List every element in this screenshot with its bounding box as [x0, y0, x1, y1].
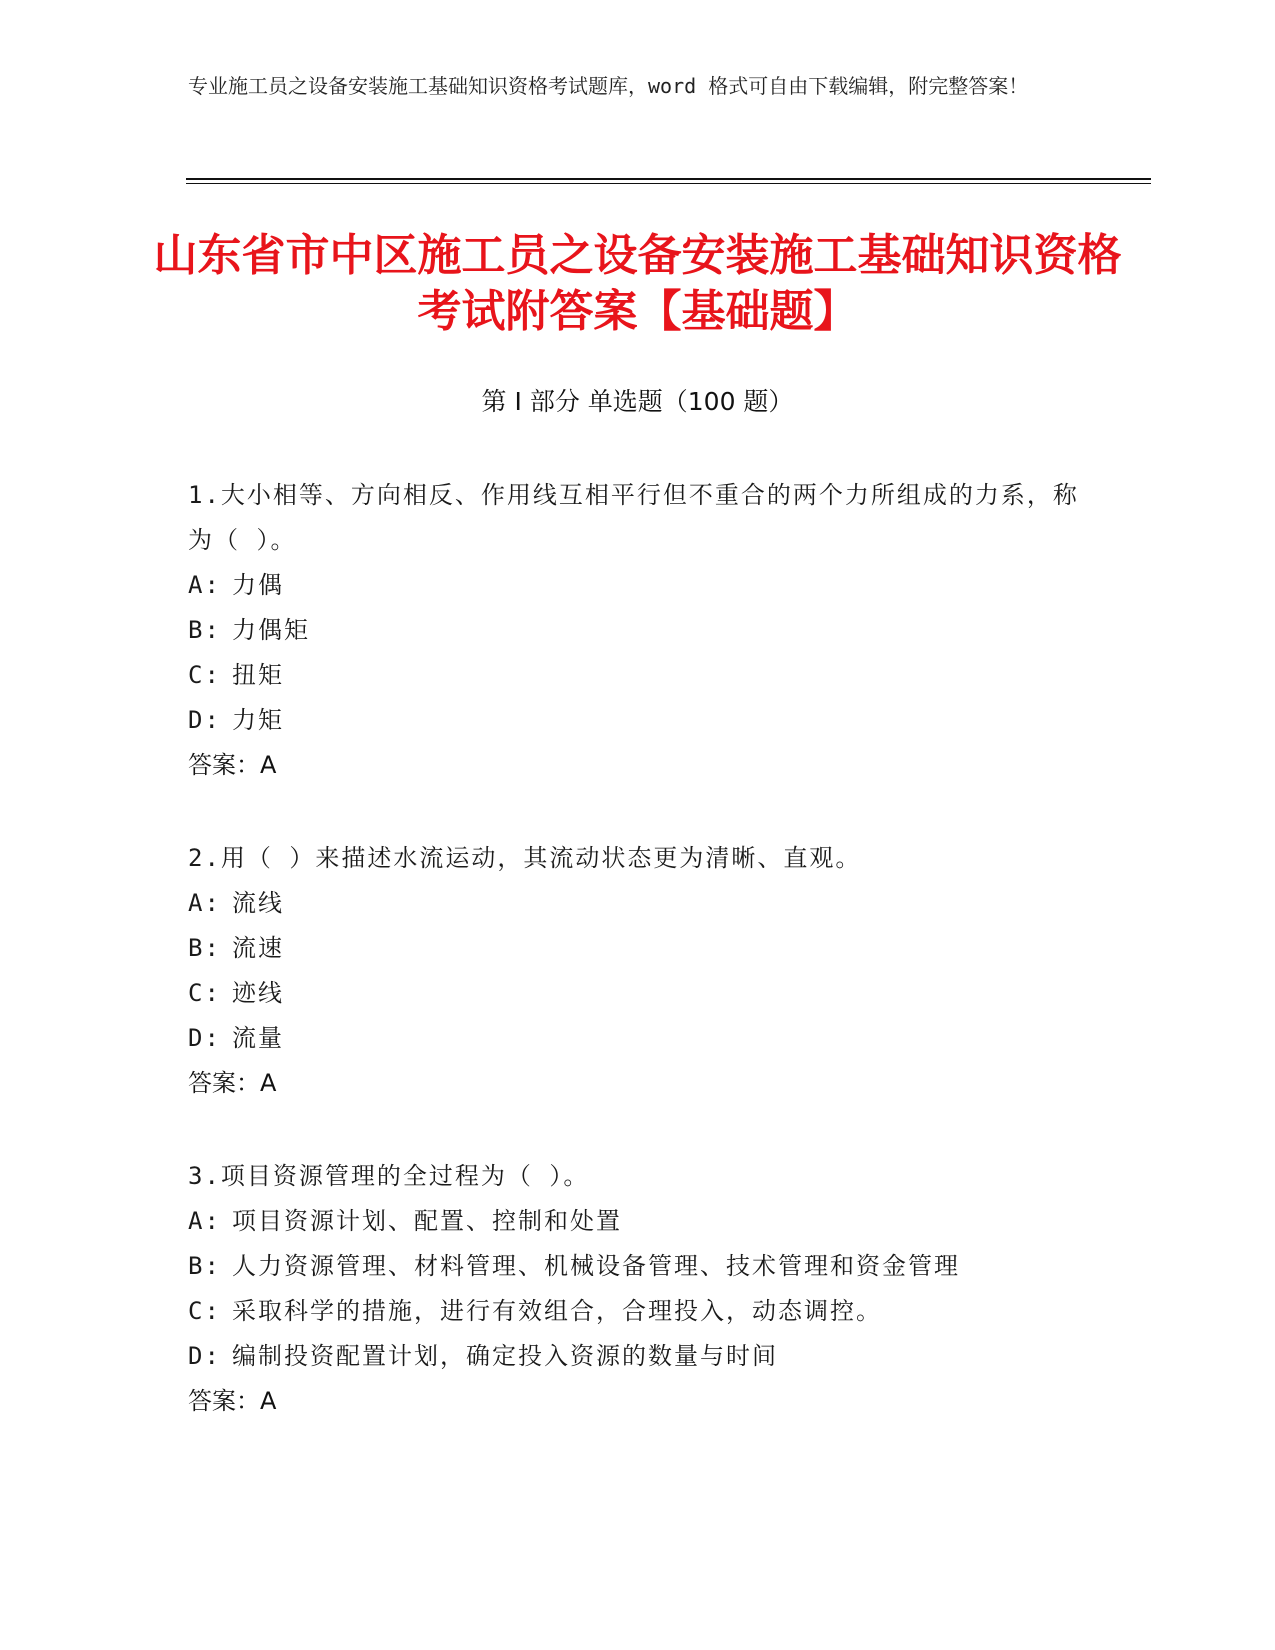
option-a — [188, 1199, 1088, 1244]
option-b — [188, 608, 1088, 653]
option-key: C: — [188, 1297, 221, 1325]
option-text: 力偶矩 — [232, 616, 310, 644]
option-b — [188, 1244, 1088, 1289]
option-c — [188, 971, 1088, 1016]
document-title: 山东省市中区施工员之设备安装施工基础知识资格考试附答案【基础题】 — [153, 230, 1122, 337]
option-key: C: — [188, 661, 221, 689]
question-1 — [188, 473, 1088, 788]
option-text: 力矩 — [232, 706, 284, 734]
answer-line: 答案：A — [188, 1387, 277, 1415]
answer-line: 答案：A — [188, 751, 277, 779]
option-key: D: — [188, 1342, 221, 1370]
header-divider-thin — [186, 183, 1151, 184]
option-text: 力偶 — [232, 571, 284, 599]
header-divider-thick — [186, 178, 1151, 180]
option-a — [188, 881, 1088, 926]
option-key: C: — [188, 979, 221, 1007]
section-heading: 第 I 部分 单选题（100 题） — [481, 387, 794, 416]
option-key: B: — [188, 616, 221, 644]
option-text: 流速 — [232, 934, 284, 962]
option-c — [188, 653, 1088, 698]
option-d — [188, 698, 1088, 743]
option-key: A: — [188, 571, 221, 599]
option-text: 人力资源管理、材料管理、机械设备管理、技术管理和资金管理 — [232, 1252, 960, 1280]
option-text: 扭矩 — [232, 661, 284, 689]
option-text: 流量 — [232, 1024, 284, 1052]
option-d — [188, 1016, 1088, 1061]
option-key: B: — [188, 934, 221, 962]
option-text: 项目资源计划、配置、控制和处置 — [232, 1207, 622, 1235]
option-text: 流线 — [232, 889, 284, 917]
option-key: B: — [188, 1252, 221, 1280]
option-c — [188, 1289, 1088, 1334]
question-stem: 2.用（ ）来描述水流运动，其流动状态更为清晰、直观。 — [188, 844, 862, 872]
question-stem: 3.项目资源管理的全过程为（ ）。 — [188, 1162, 590, 1190]
option-key: A: — [188, 1207, 221, 1235]
option-text: 编制投资配置计划，确定投入资源的数量与时间 — [232, 1342, 778, 1370]
option-key: D: — [188, 706, 221, 734]
header-note: 专业施工员之设备安装施工基础知识资格考试题库，word 格式可自由下载编辑，附完整答案！ — [188, 74, 1029, 98]
question-list — [188, 473, 1088, 1472]
option-key: A: — [188, 889, 221, 917]
option-key: D: — [188, 1024, 221, 1052]
option-text: 采取科学的措施，进行有效组合，合理投入，动态调控。 — [232, 1297, 882, 1325]
option-text: 迹线 — [232, 979, 284, 1007]
question-2 — [188, 836, 1088, 1106]
question-stem: 1.大小相等、方向相反、作用线互相平行但不重合的两个力所组成的力系，称为（ ）。 — [188, 481, 1079, 554]
option-b — [188, 926, 1088, 971]
answer-line: 答案：A — [188, 1069, 277, 1097]
option-d — [188, 1334, 1088, 1379]
option-a — [188, 563, 1088, 608]
question-3 — [188, 1154, 1088, 1424]
